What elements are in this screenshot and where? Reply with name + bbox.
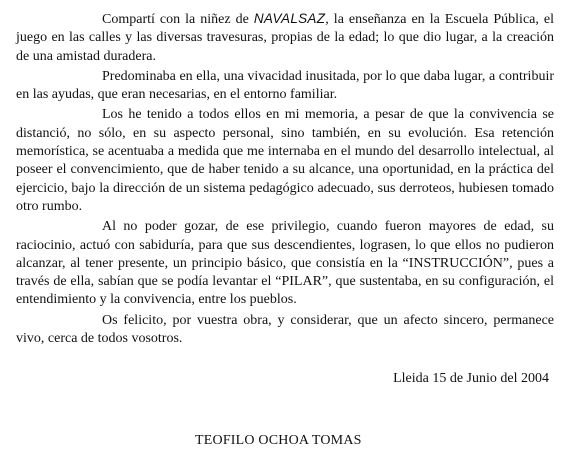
paragraph-1-after: , la enseñanza en la Escuela Pública, el juego en las calles y las diversas travesuras, propias de la edad; lo que dio lugar, a la creación de una amistad duradera. (16, 12, 554, 64)
place-name: NAVALSAZ (253, 11, 326, 26)
paragraph-1 (16, 10, 554, 66)
paragraph-3: Los he tenido a todos ellos en mi memoria, a pesar de que la convivencia se distanció, no sólo, en su aspecto personal, sino también, en su evolución. Esa retención memorística, se acentuaba a medida que me internaba en el mundo del desarrollo intelectual, al poseer el convencimiento, que de haber tenido a su alcance, una oportunidad, en la práctica del ejercicio, bajo la dirección de un sistema pedagógico adecuado, sus derroteos, hubiesen tomado otro rumbo. (16, 107, 554, 214)
signature-name: TEOFILO OCHOA TOMAS (195, 433, 362, 448)
paragraph-1-before: Compartí con la niñez de (102, 12, 254, 27)
paragraph-2: Predominaba en ella, una vivacidad inusitada, por lo que daba lugar, a contribuir en las ayudas, que eran necesarias, en el entorno familiar. (16, 68, 554, 103)
letter-body (16, 10, 554, 348)
date-line: Lleida 15 de Junio del 2004 (393, 371, 549, 386)
paragraph-5: Os felicito, por vuestra obra, y considerar, que un afecto sincero, permanece vivo, cerca de todos vosotros. (16, 312, 554, 347)
paragraph-4: Al no poder gozar, de ese privilegio, cuando fueron mayores de edad, su raciocinio, actuó con sabiduría, para que sus descendientes, lograsen, lo que ellos no pudieron alcanzar, al tener presente, un principio básico, que consistía en la “INSTRUCCIÓN”, pues a través de ella, sabían que se podía levantar el “PILAR”, que sustentaba, en su configuración, el entendimiento y la convivencia, entre los pueblos. (16, 219, 554, 308)
